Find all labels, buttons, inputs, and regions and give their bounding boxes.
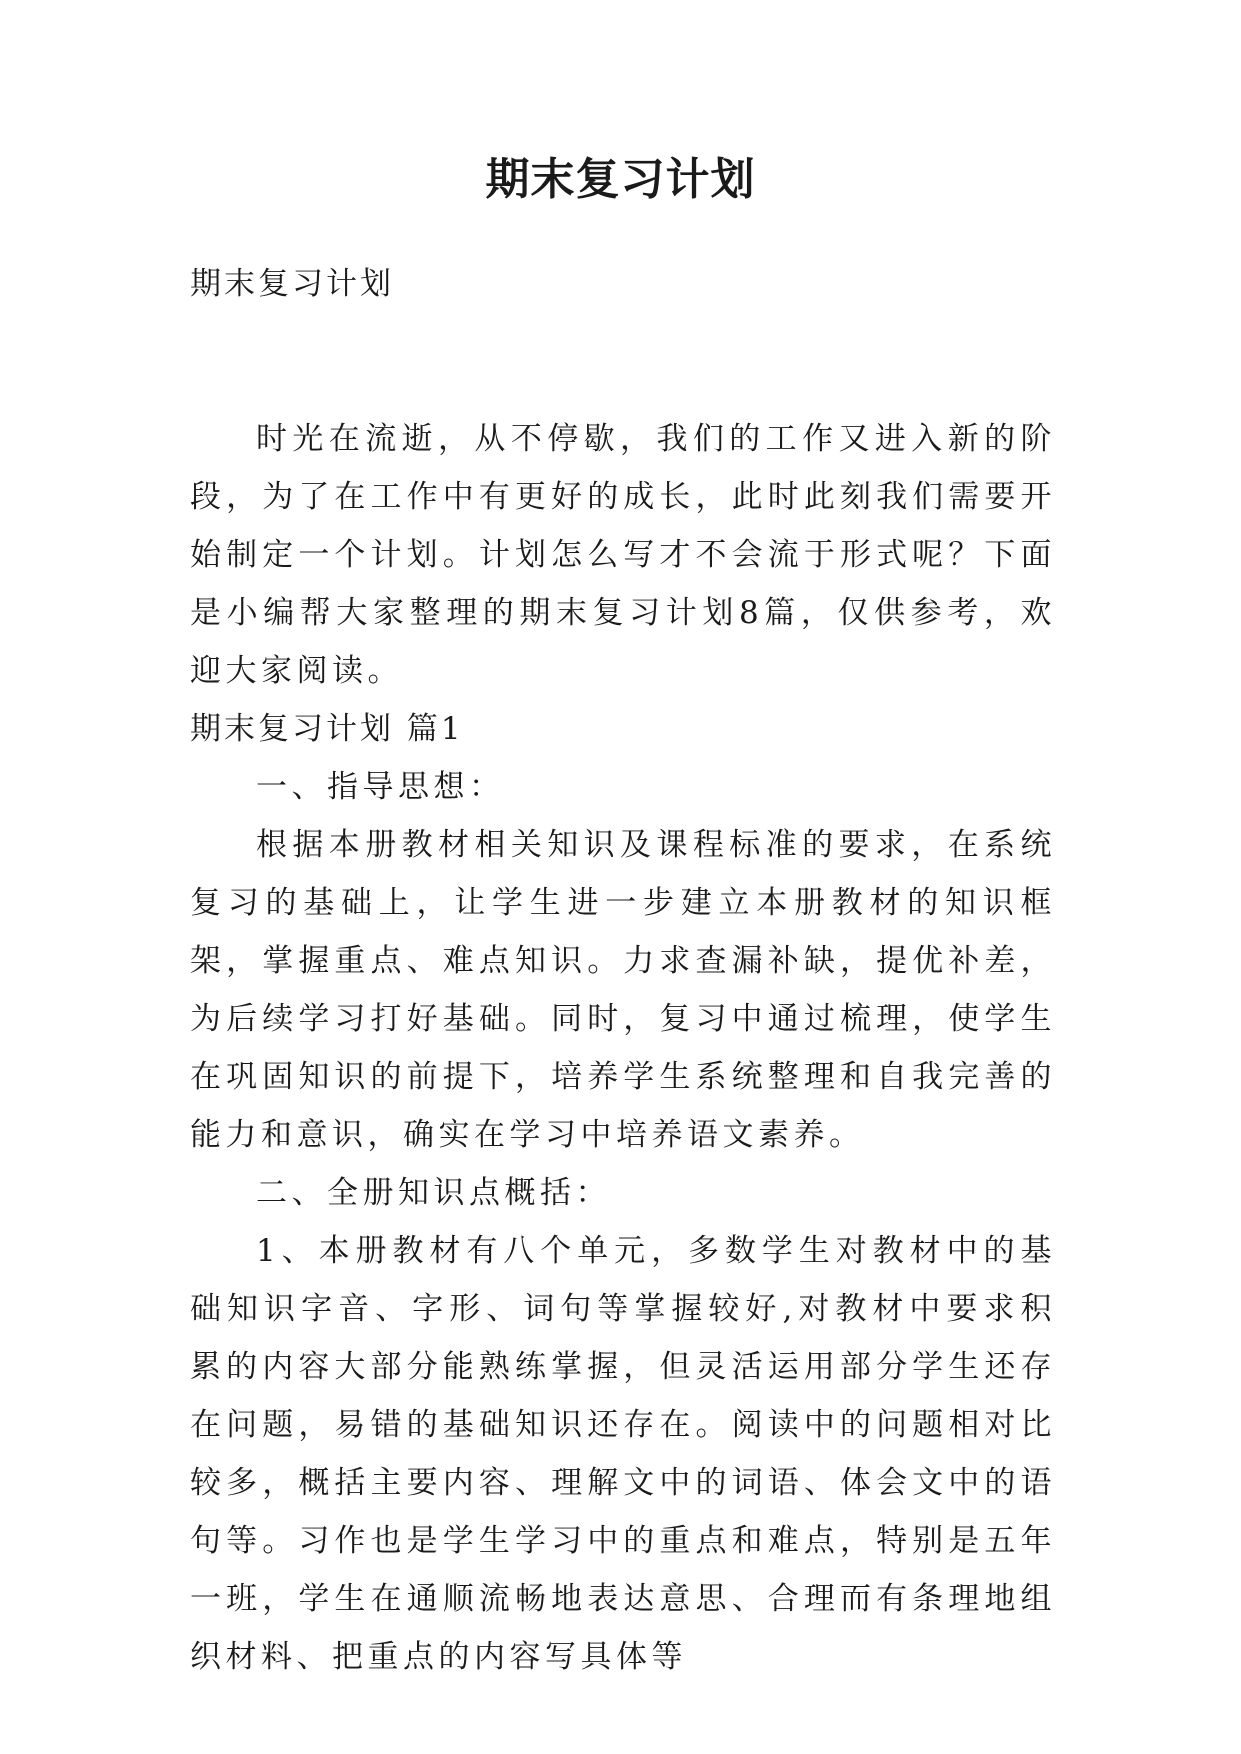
section-heading: 期末复习计划 篇1 xyxy=(190,711,464,747)
subheading-guiding-thought: 一、指导思想： xyxy=(256,769,505,805)
knowledge-summary-paragraph: 1、本册教材有八个单元，多数学生对教材中的基础知识字音、字形、词句等掌握较好,对教材中要求积累的内容大部分能熟练掌握，但灵活运用部分学生还存在问题，易错的基础知识还存在。阅读中的问题相对比较多，概括主要内容、理解文中的词语、体会文中的语句等。习作也是学生学习中的重点和难点，特别是五年一班，学生在通顺流畅地表达意思、合理而有条理地组织材料、把重点的内容写具体等 xyxy=(190,1233,1056,1675)
intro-paragraph: 时光在流逝，从不停歇，我们的工作又进入新的阶段，为了在工作中有更好的成长，此时此刻我们需要开始制定一个计划。计划怎么写才不会流于形式呢？下面是小编帮大家整理的期末复习计划8篇，仅供参考，欢迎大家阅读。 xyxy=(190,421,1056,689)
document-title: 期末复习计划 xyxy=(485,154,756,205)
subheading-knowledge-summary: 二、全册知识点概括： xyxy=(256,1175,611,1211)
document-body xyxy=(190,410,1056,1686)
guiding-thought-paragraph: 根据本册教材相关知识及课程标准的要求，在系统复习的基础上，让学生进一步建立本册教材的知识框架，掌握重点、难点知识。力求查漏补缺，提优补差，为后续学习打好基础。同时，复习中通过梳理，使学生在巩固知识的前提下，培养学生系统整理和自我完善的能力和意识，确实在学习中培养语文素养。 xyxy=(190,827,1056,1153)
document-subtitle: 期末复习计划 xyxy=(190,266,394,302)
